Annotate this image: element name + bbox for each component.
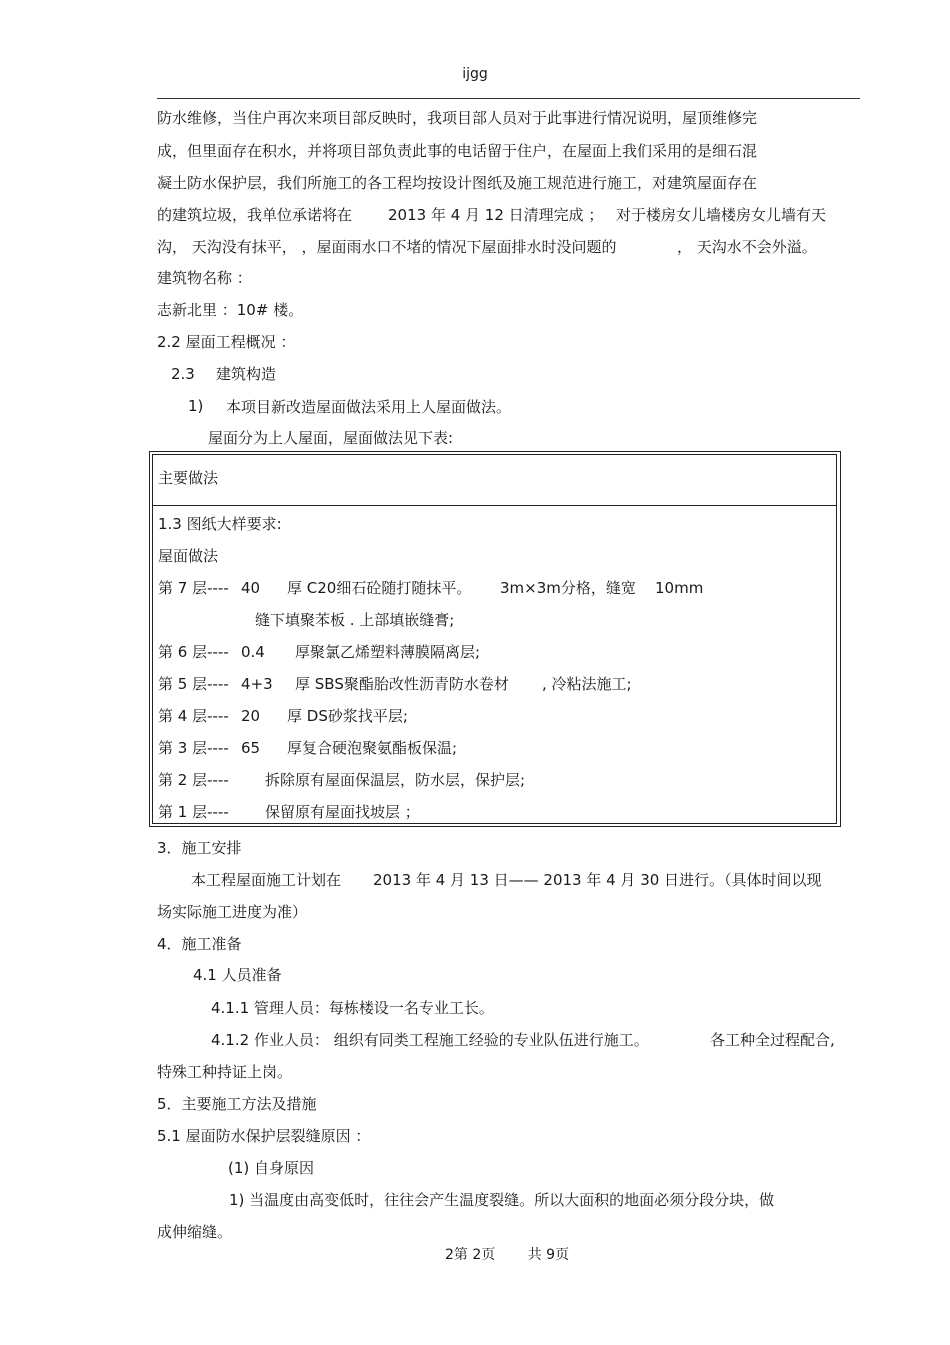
layer-label: 第 7 层---- <box>158 579 229 597</box>
section-heading-4: 4．施工准备 <box>157 935 242 953</box>
layer-description: 厚 C20细石砼随打随抹平。 <box>287 579 472 597</box>
layer-continuation: 缝下填聚苯板 . 上部填嵌缝膏; <box>255 611 455 629</box>
paragraph-line: 本工程屋面施工计划在 <box>191 871 342 889</box>
layer-description: 保留原有屋面找坡层 ； <box>265 803 420 821</box>
header-rule <box>157 98 860 99</box>
layer-label: 第 3 层---- <box>158 739 229 757</box>
section-number-2-3: 2.3 <box>171 365 195 383</box>
drawing-requirements-title: 1.3 图纸大样要求: <box>158 515 282 533</box>
section-title-2-3: 建筑构造 <box>216 365 277 383</box>
paragraph-line: 的建筑垃圾，我单位承诺将在 <box>157 206 353 224</box>
layer-description: 厚聚氯乙烯塑料薄膜隔离层; <box>295 643 481 661</box>
layer-description: 厚 SBS聚酯胎改性沥青防水卷材 <box>295 675 509 693</box>
paragraph-line: 凝土防水保护层，我们所施工的各工程均按设计图纸及施工规范进行施工，对建筑屋面存在 <box>157 174 758 192</box>
layer-thickness: 20 <box>241 707 261 725</box>
section-heading-5-1: 5.1 屋面防水保护层裂缝原因 ： <box>157 1127 371 1145</box>
layer-extra-width: 10mm <box>655 579 704 597</box>
layer-label: 第 1 层---- <box>158 803 229 821</box>
paragraph-line: 场实际施工进度为准） <box>157 903 308 921</box>
method-table-header-divider <box>152 505 837 506</box>
section-heading-3: 3．施工安排 <box>157 839 242 857</box>
paragraph-line: 特殊工种持证上岗。 <box>157 1063 293 1081</box>
paragraph-line: 沟， 天沟没有抹平， ，屋面雨水口不堵的情况下屋面排水时没问题的 <box>157 238 617 256</box>
layer-label: 第 4 层---- <box>158 707 229 725</box>
layer-thickness: 0.4 <box>241 643 265 661</box>
section-heading-4-1: 4.1 人员准备 <box>193 966 282 984</box>
page-number: 2第 2页 <box>445 1247 496 1263</box>
layer-label: 第 2 层---- <box>158 771 229 789</box>
layer-extra: , 冷粘法施工; <box>542 675 632 693</box>
paragraph-line: 成伸缩缝。 <box>157 1223 233 1241</box>
layer-thickness: 4+3 <box>241 675 273 693</box>
paragraph-line: 成，但里面存在积水，并将项目部负责此事的电话留于住户，在屋面上我们采用的是细石混 <box>157 142 758 160</box>
section-heading-5: 5．主要施工方法及措施 <box>157 1095 317 1113</box>
roof-method-title: 屋面做法 <box>158 547 219 565</box>
layer-label: 第 6 层---- <box>158 643 229 661</box>
list-item-text: 本项目新改造屋面做法采用上人屋面做法。 <box>226 398 512 416</box>
layer-description: 厚 DS砂浆找平层; <box>287 707 408 725</box>
paragraph-line: 各工种全过程配合, <box>710 1031 835 1049</box>
layer-thickness: 65 <box>241 739 261 757</box>
paragraph-line: 1) 当温度由高变低时，往往会产生温度裂缝。所以大面积的地面必须分段分块，做 <box>229 1191 775 1209</box>
layer-description: 拆除原有屋面保温层，防水层，保护层; <box>265 771 526 789</box>
building-name-label: 建筑物名称 ： <box>157 269 252 287</box>
building-name-value: 志新北里 ：10# 楼。 <box>157 301 304 319</box>
layer-thickness: 40 <box>241 579 261 597</box>
table-header: 主要做法 <box>158 469 219 487</box>
layer-description: 厚复合硬泡聚氨酯板保温; <box>287 739 458 757</box>
table-intro: 屋面分为上人屋面，屋面做法见下表: <box>208 429 454 447</box>
list-item-number: 1) <box>188 397 204 415</box>
paragraph-line: ， 天沟水不会外溢。 <box>677 238 817 256</box>
paragraph-line: 2013 年 4 月 12 日清理完成 ； <box>388 206 604 224</box>
paragraph-line: 防水维修，当住户再次来项目部反映时，我项目部人员对于此事进行情况说明，屋顶维修完 <box>157 109 758 127</box>
page-total: 共 9页 <box>527 1247 570 1263</box>
layer-extra: 3m×3m分格，缝宽 <box>500 579 636 597</box>
section-heading-2-2: 2.2 屋面工程概况 ： <box>157 333 296 351</box>
subsection-heading: (1) 自身原因 <box>228 1159 315 1177</box>
layer-label: 第 5 层---- <box>158 675 229 693</box>
paragraph-line: 4.1.2 作业人员： 组织有同类工程施工经验的专业队伍进行施工。 <box>211 1031 649 1049</box>
paragraph-line: 2013 年 4 月 13 日—— 2013 年 4 月 30 日进行。（具体时间以现 <box>373 871 822 889</box>
method-table-inner-frame <box>152 454 837 824</box>
paragraph-line: 对于楼房女儿墙楼房女儿墙有天 <box>616 206 827 224</box>
page-header-title: ijgg <box>462 66 488 82</box>
page-footer <box>445 1245 569 1265</box>
paragraph-line: 4.1.1 管理人员：每栋楼设一名专业工长。 <box>211 999 494 1017</box>
